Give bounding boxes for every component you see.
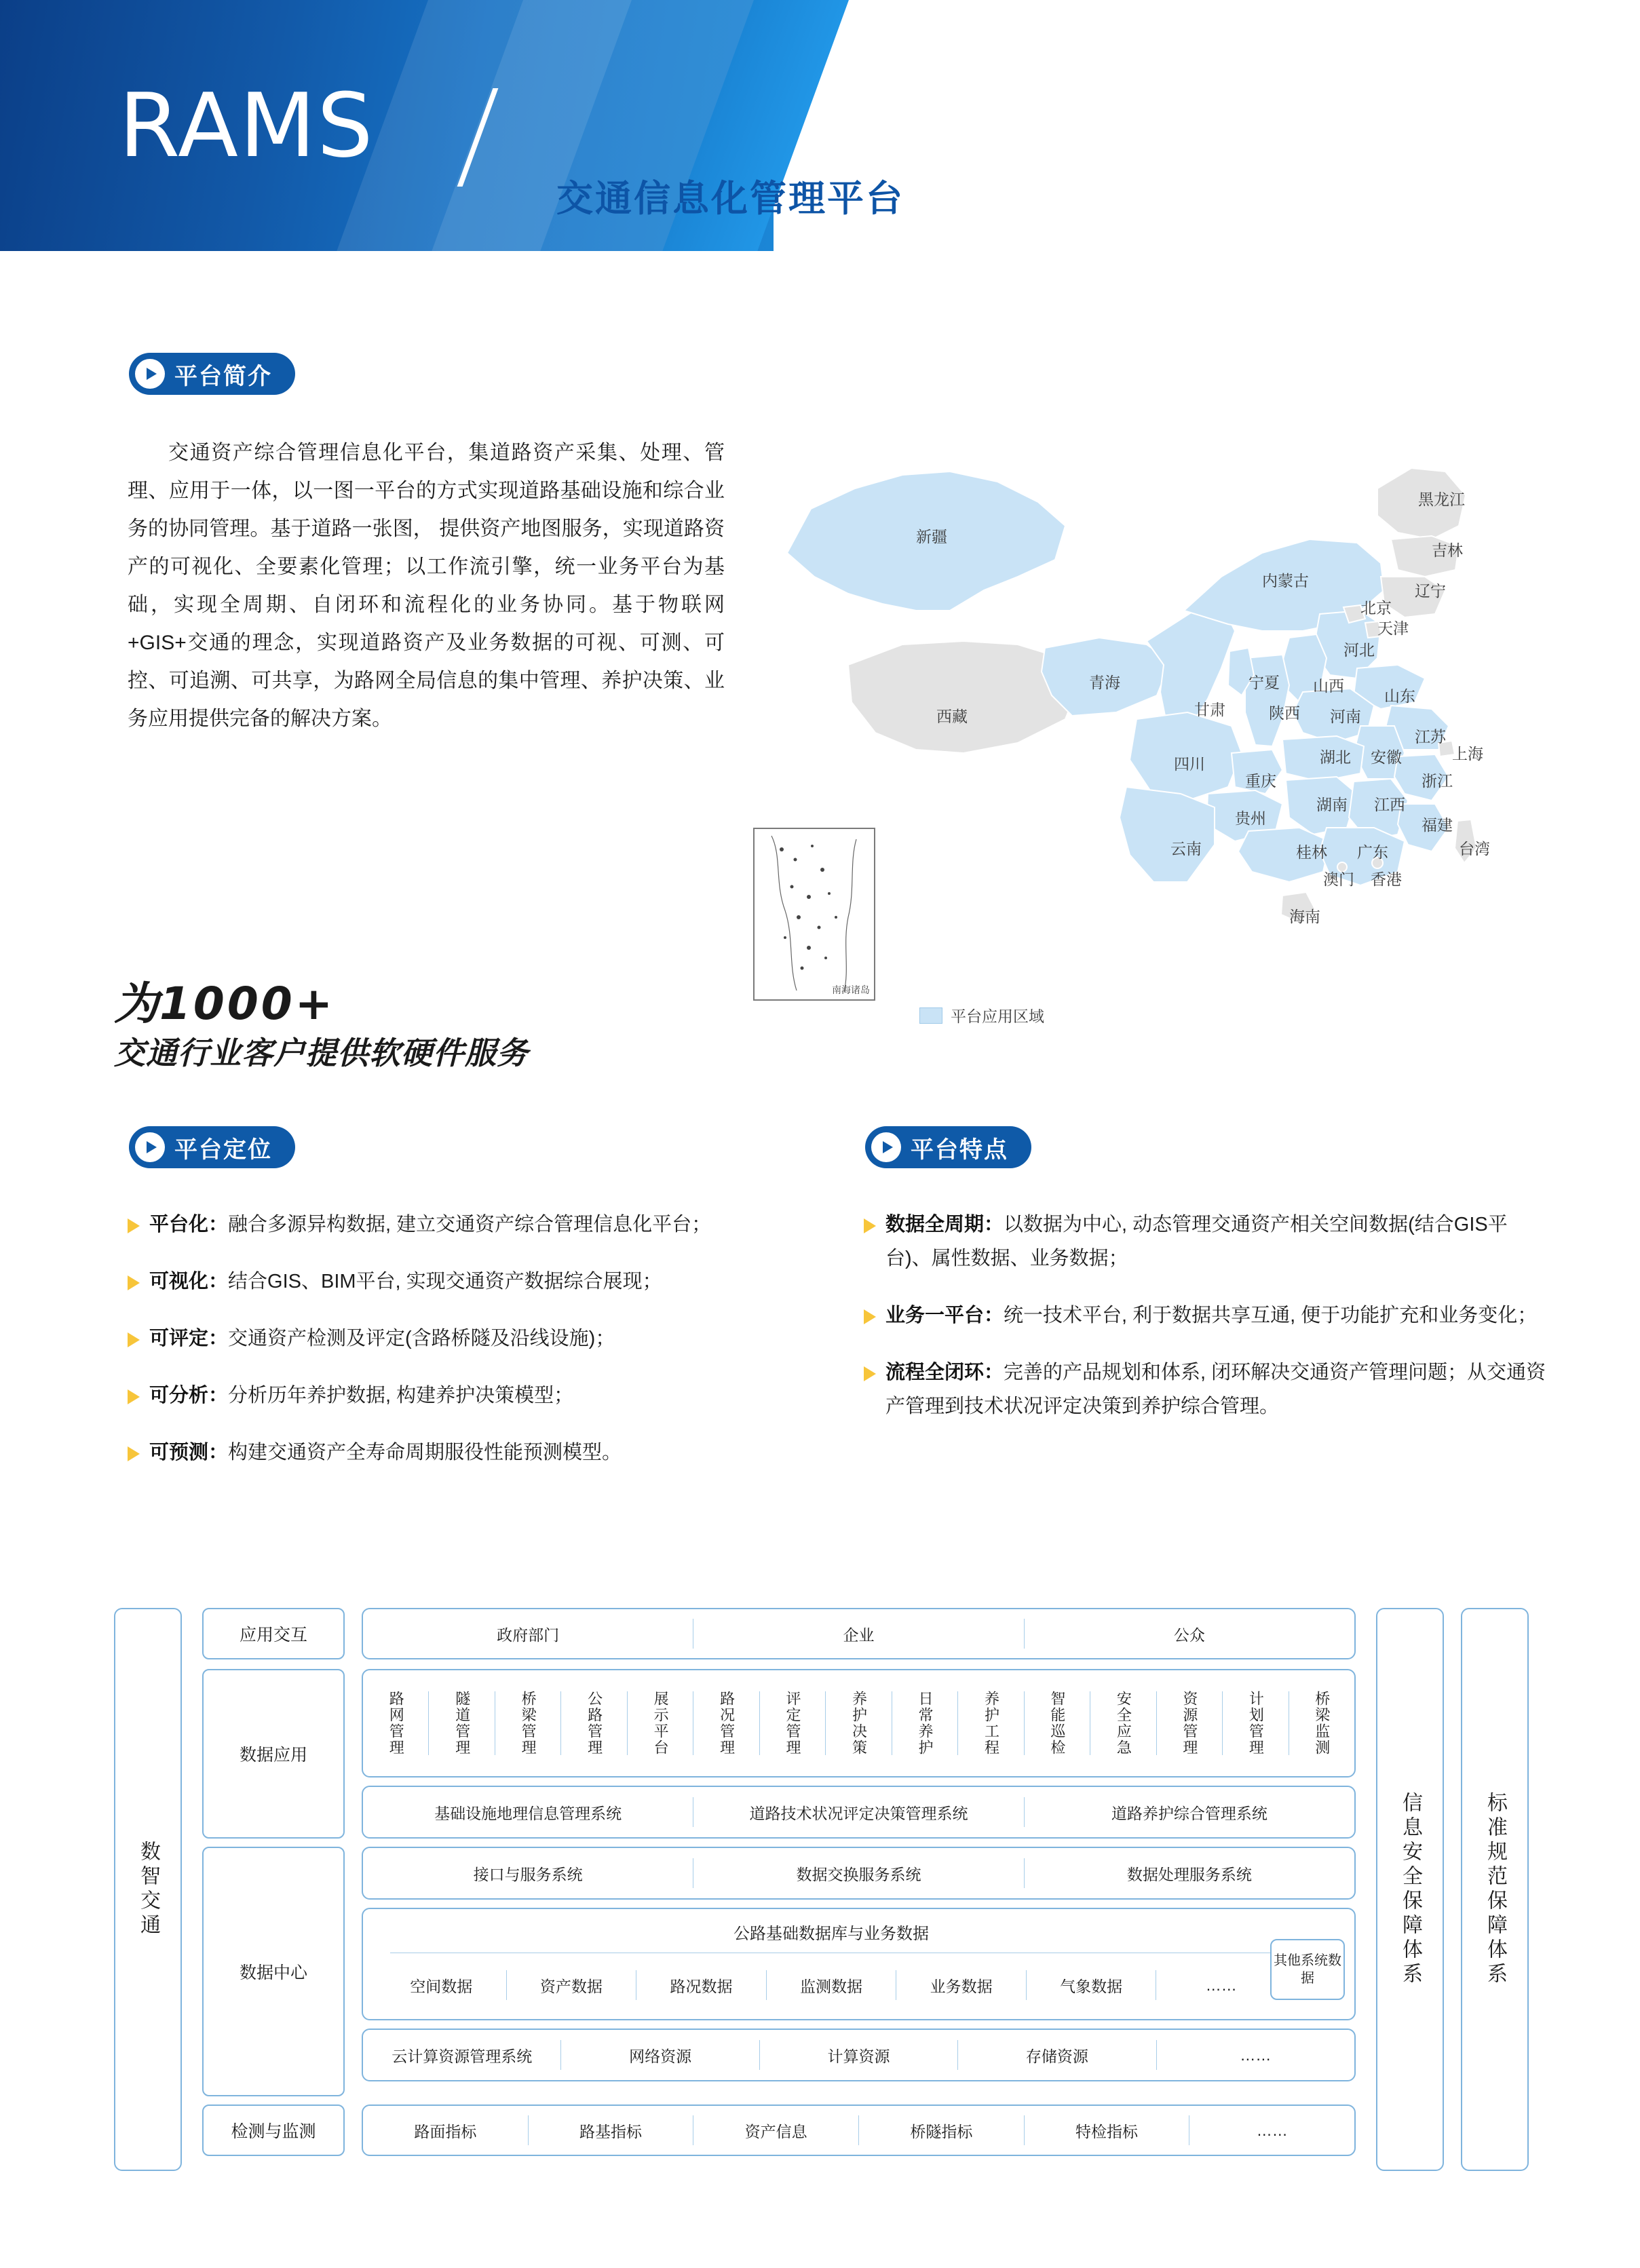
- list-item: [128, 1322, 806, 1356]
- arch-monitor-subgrade: 路基指标: [579, 2122, 642, 2140]
- arrow-icon: [864, 1309, 876, 1324]
- arch-module-safety-emergency: 安全应急: [1115, 1691, 1132, 1756]
- arch-data-app-systems: [362, 1786, 1356, 1839]
- map-label-gansu: 甘肃: [1194, 701, 1225, 718]
- play-icon: [871, 1132, 901, 1162]
- slogan-number: 1000+: [159, 978, 335, 1030]
- arch-cell-government: 政府部门: [497, 1626, 560, 1644]
- arch-system-assessment: 道路技术状况评定决策管理系统: [749, 1804, 968, 1822]
- arch-module-bridge: 桥梁管理: [520, 1691, 537, 1756]
- map-label-shaanxi: 陕西: [1269, 704, 1300, 722]
- china-map: [746, 407, 1581, 1072]
- map-label-anhui: 安徽: [1371, 748, 1402, 766]
- map-label-guilin: 桂林: [1296, 843, 1327, 861]
- slogan-prefix: 为: [114, 978, 159, 1029]
- architecture-diagram: [114, 1608, 1532, 2171]
- arch-left-column: 数智交通: [114, 1608, 182, 2171]
- arrow-icon: [128, 1389, 140, 1404]
- list-item: [128, 1208, 806, 1242]
- slogan-block: [114, 977, 711, 1075]
- map-label-chongqing: 重庆: [1245, 772, 1276, 790]
- map-label-beijing: 北京: [1360, 599, 1392, 617]
- list-item-desc: 融合多源异构数据, 建立交通资产综合管理信息化平台；: [228, 1214, 712, 1235]
- list-item-term: 业务一平台：: [885, 1305, 1004, 1326]
- list-item-desc: 结合GIS、BIM平台, 实现交通资产数据综合展现；: [228, 1271, 662, 1292]
- page-title: 交通信息化管理平台: [556, 178, 904, 219]
- map-label-hongkong: 香港: [1371, 870, 1402, 888]
- slogan-line-2: 交通行业客户提供软硬件服务: [114, 1035, 529, 1071]
- arch-monitor-asset-info: 资产信息: [744, 2122, 807, 2140]
- arrow-icon: [128, 1332, 140, 1347]
- arch-row-label-data-application: 数据应用: [202, 1669, 345, 1839]
- arch-monitoring-row: [362, 2104, 1356, 2156]
- arch-service-interface: 接口与服务系统: [473, 1865, 583, 1883]
- arch-db-spatial: 空间数据: [410, 1977, 473, 1995]
- list-item-desc: 分析历年养护数据, 构建养护决策模型；: [228, 1385, 574, 1406]
- map-label-shanxi: 山西: [1313, 677, 1344, 695]
- map-label-yunnan: 云南: [1170, 840, 1202, 858]
- list-item: [864, 1356, 1549, 1423]
- map-label-henan: 河南: [1330, 708, 1361, 725]
- list-item-desc: 构建交通资产全寿命周期服役性能预测模型。: [228, 1442, 622, 1463]
- map-legend-swatch: [919, 1007, 942, 1024]
- arch-app-interaction-row: [362, 1608, 1356, 1659]
- section-heading-features: [865, 1126, 1031, 1168]
- list-item: [864, 1208, 1549, 1275]
- map-label-guizhou: 贵州: [1235, 809, 1266, 827]
- arrow-icon: [128, 1446, 140, 1461]
- list-item-term: 可评定：: [149, 1328, 229, 1349]
- arch-db-weather: 气象数据: [1060, 1977, 1123, 1995]
- arch-service-processing: 数据处理服务系统: [1126, 1865, 1252, 1883]
- section-heading-intro: [129, 353, 295, 395]
- arch-monitor-special: 特检指标: [1075, 2122, 1139, 2140]
- map-label-hebei: 河北: [1343, 641, 1375, 659]
- arch-cloud-ellipsis: ……: [1240, 2045, 1272, 2064]
- map-label-zhejiang: 浙江: [1422, 772, 1453, 790]
- arch-module-maintenance-decision: 养护决策: [850, 1691, 868, 1756]
- arch-module-resource: 资源管理: [1181, 1691, 1198, 1756]
- arch-db-road-condition: 路况数据: [670, 1977, 733, 1995]
- map-label-qinghai: 青海: [1089, 674, 1120, 691]
- arch-module-daily-maintenance: 日常养护: [916, 1691, 934, 1756]
- arrow-icon: [128, 1218, 140, 1233]
- arch-db-asset: 资产数据: [539, 1977, 603, 1995]
- arch-module-assessment: 评定管理: [784, 1691, 802, 1756]
- arch-cell-public: 公众: [1173, 1626, 1205, 1644]
- map-label-tibet: 西藏: [936, 708, 968, 725]
- arch-data-app-modules: [362, 1669, 1356, 1777]
- arch-row-label-data-center: 数据中心: [202, 1847, 345, 2096]
- map-legend-label: 平台应用区域: [951, 1007, 1044, 1025]
- arch-monitor-bridge-tunnel: 桥隧指标: [910, 2122, 973, 2140]
- arch-database-title: 公路基础数据库与业务数据: [733, 1925, 929, 1943]
- arch-right-column-security: 信息安全保障体系: [1376, 1608, 1444, 2171]
- arch-row-label-app-interaction: 应用交互: [202, 1608, 345, 1659]
- map-label-guangdong: 广东: [1357, 843, 1388, 861]
- map-label-taiwan: 台湾: [1459, 840, 1490, 858]
- list-item: [128, 1265, 806, 1299]
- arch-system-maintenance: 道路养护综合管理系统: [1111, 1804, 1267, 1822]
- map-label-xinjiang: 新疆: [916, 528, 947, 545]
- list-item: [128, 1379, 806, 1412]
- map-label-sichuan: 四川: [1174, 755, 1205, 773]
- arch-database-items: [377, 1961, 1286, 2010]
- slogan-line-1: [114, 977, 711, 1031]
- list-item-term: 数据全周期：: [885, 1214, 1004, 1235]
- section-heading-intro-label: 平台简介: [174, 363, 272, 389]
- list-item-term: 可预测：: [149, 1442, 229, 1463]
- play-icon: [135, 359, 165, 389]
- arch-system-gis: 基础设施地理信息管理系统: [434, 1804, 622, 1822]
- arrow-icon: [864, 1218, 876, 1233]
- arch-cell-enterprise: 企业: [843, 1626, 875, 1644]
- arch-module-highway: 公路管理: [586, 1691, 603, 1756]
- map-label-liaoning: 辽宁: [1415, 582, 1446, 600]
- arrow-icon: [864, 1366, 876, 1381]
- arch-module-smart-inspection: 智能巡检: [1048, 1691, 1066, 1756]
- inset-caption: 南海诸岛: [832, 984, 870, 995]
- list-item-term: 可分析：: [149, 1385, 229, 1406]
- arch-cloud-network: 网络资源: [629, 2047, 692, 2065]
- map-label-heilongjiang: 黑龙江: [1418, 491, 1465, 508]
- arch-database-block: [362, 1908, 1356, 2020]
- map-label-hunan: 湖南: [1316, 796, 1348, 813]
- list-item-desc: 交通资产检测及评定(含路桥隧及沿线设施)；: [228, 1328, 615, 1349]
- map-label-ningxia: 宁夏: [1248, 674, 1280, 691]
- arch-module-display: 展示平台: [652, 1691, 670, 1756]
- map-label-jilin: 吉林: [1432, 541, 1463, 559]
- arrow-icon: [128, 1275, 140, 1290]
- arch-module-bridge-monitoring: 桥梁监测: [1313, 1691, 1331, 1756]
- map-label-jiangxi: 江西: [1374, 796, 1405, 813]
- map-label-hainan: 海南: [1289, 908, 1320, 925]
- inset-islands-svg: [755, 829, 874, 999]
- map-region-yunnan: [1120, 787, 1215, 882]
- feature-list: [864, 1208, 1549, 1446]
- map-label-jiangsu: 江苏: [1415, 728, 1446, 746]
- list-item: [864, 1299, 1549, 1332]
- map-label-shanghai: 上海: [1452, 745, 1483, 763]
- arch-db-ellipsis: ……: [1205, 1976, 1237, 1994]
- arch-service-systems: [362, 1847, 1356, 1900]
- arch-module-maintenance-project: 养护工程: [983, 1691, 1000, 1756]
- list-item: [128, 1436, 806, 1469]
- arch-module-road-network: 路网管理: [387, 1691, 405, 1756]
- arch-right-column-standards: 标准规范保障体系: [1461, 1608, 1529, 2171]
- list-item-desc: 统一技术平台, 利于数据共享互通, 便于功能扩充和业务变化；: [1004, 1305, 1538, 1326]
- intro-paragraph: 交通资产综合管理信息化平台，集道路资产采集、处理、管理、应用于一体，以一图一平台的方式实现道路基础设施和综合业务的协同管理。基于道路一张图， 提供资产地图服务，实现道路资产的可视化、全要素化管理；以工作流引擎，统一业务平台为基础，实现全周期、自闭环和流程化的业务协同。基于物联网+GIS+交通的理念，实现道路资产及业务数据的可视、可测、可控、可追溯、可共享，为路网全局信息的集中管理、养护决策、业务应用提供完备的解决方案。: [128, 442, 725, 730]
- arch-cloud-storage: 存储资源: [1025, 2047, 1088, 2065]
- map-label-inner-mongolia: 内蒙古: [1262, 572, 1309, 590]
- arch-module-tunnel: 隧道管理: [453, 1691, 471, 1756]
- position-list: [128, 1208, 806, 1493]
- list-item-term: 可视化：: [149, 1271, 229, 1292]
- south-china-sea-inset: [753, 828, 875, 1001]
- section-heading-position-label: 平台定位: [174, 1136, 272, 1163]
- map-label-macau: 澳门: [1323, 870, 1354, 888]
- arch-monitor-pavement: 路面指标: [414, 2122, 477, 2140]
- section-heading-position: [129, 1126, 295, 1168]
- list-item-desc: 以数据为中心, 动态管理交通资产相关空间数据(结合GIS平台)、属性数据、业务数据；: [885, 1214, 1508, 1269]
- play-icon: [135, 1132, 165, 1162]
- arch-db-monitoring: 监测数据: [800, 1977, 863, 1995]
- arch-row-label-detection: 检测与监测: [202, 2104, 345, 2156]
- arch-service-exchange: 数据交换服务系统: [796, 1865, 921, 1883]
- logo-text: RAMS: [119, 74, 375, 177]
- arch-db-business: 业务数据: [930, 1977, 993, 1995]
- map-label-fujian: 福建: [1422, 816, 1453, 834]
- arch-monitor-ellipsis: ……: [1256, 2121, 1288, 2139]
- arch-module-road-condition: 路况管理: [718, 1691, 736, 1756]
- arch-cloud-mgmt: 云计算资源管理系统: [392, 2047, 533, 2065]
- list-item-term: 平台化：: [149, 1214, 229, 1235]
- arch-cloud-compute: 计算资源: [827, 2047, 890, 2065]
- arch-module-plan: 计划管理: [1247, 1691, 1265, 1756]
- list-item-desc: 完善的产品规划和体系, 闭环解决交通资产管理问题；从交通资产管理到技术状况评定决策到养护综合管理。: [885, 1362, 1546, 1417]
- page-header: [0, 0, 1640, 251]
- section-heading-features-label: 平台特点: [911, 1136, 1008, 1163]
- map-label-shandong: 山东: [1384, 687, 1415, 705]
- arch-cloud-row: [362, 2029, 1356, 2081]
- list-item-term: 流程全闭环：: [885, 1362, 1004, 1383]
- map-legend: [919, 1004, 1044, 1026]
- arch-db-other-system: 其他系统数据: [1270, 1939, 1345, 2000]
- map-label-hubei: 湖北: [1320, 748, 1351, 766]
- map-label-tianjin: 天津: [1377, 619, 1409, 637]
